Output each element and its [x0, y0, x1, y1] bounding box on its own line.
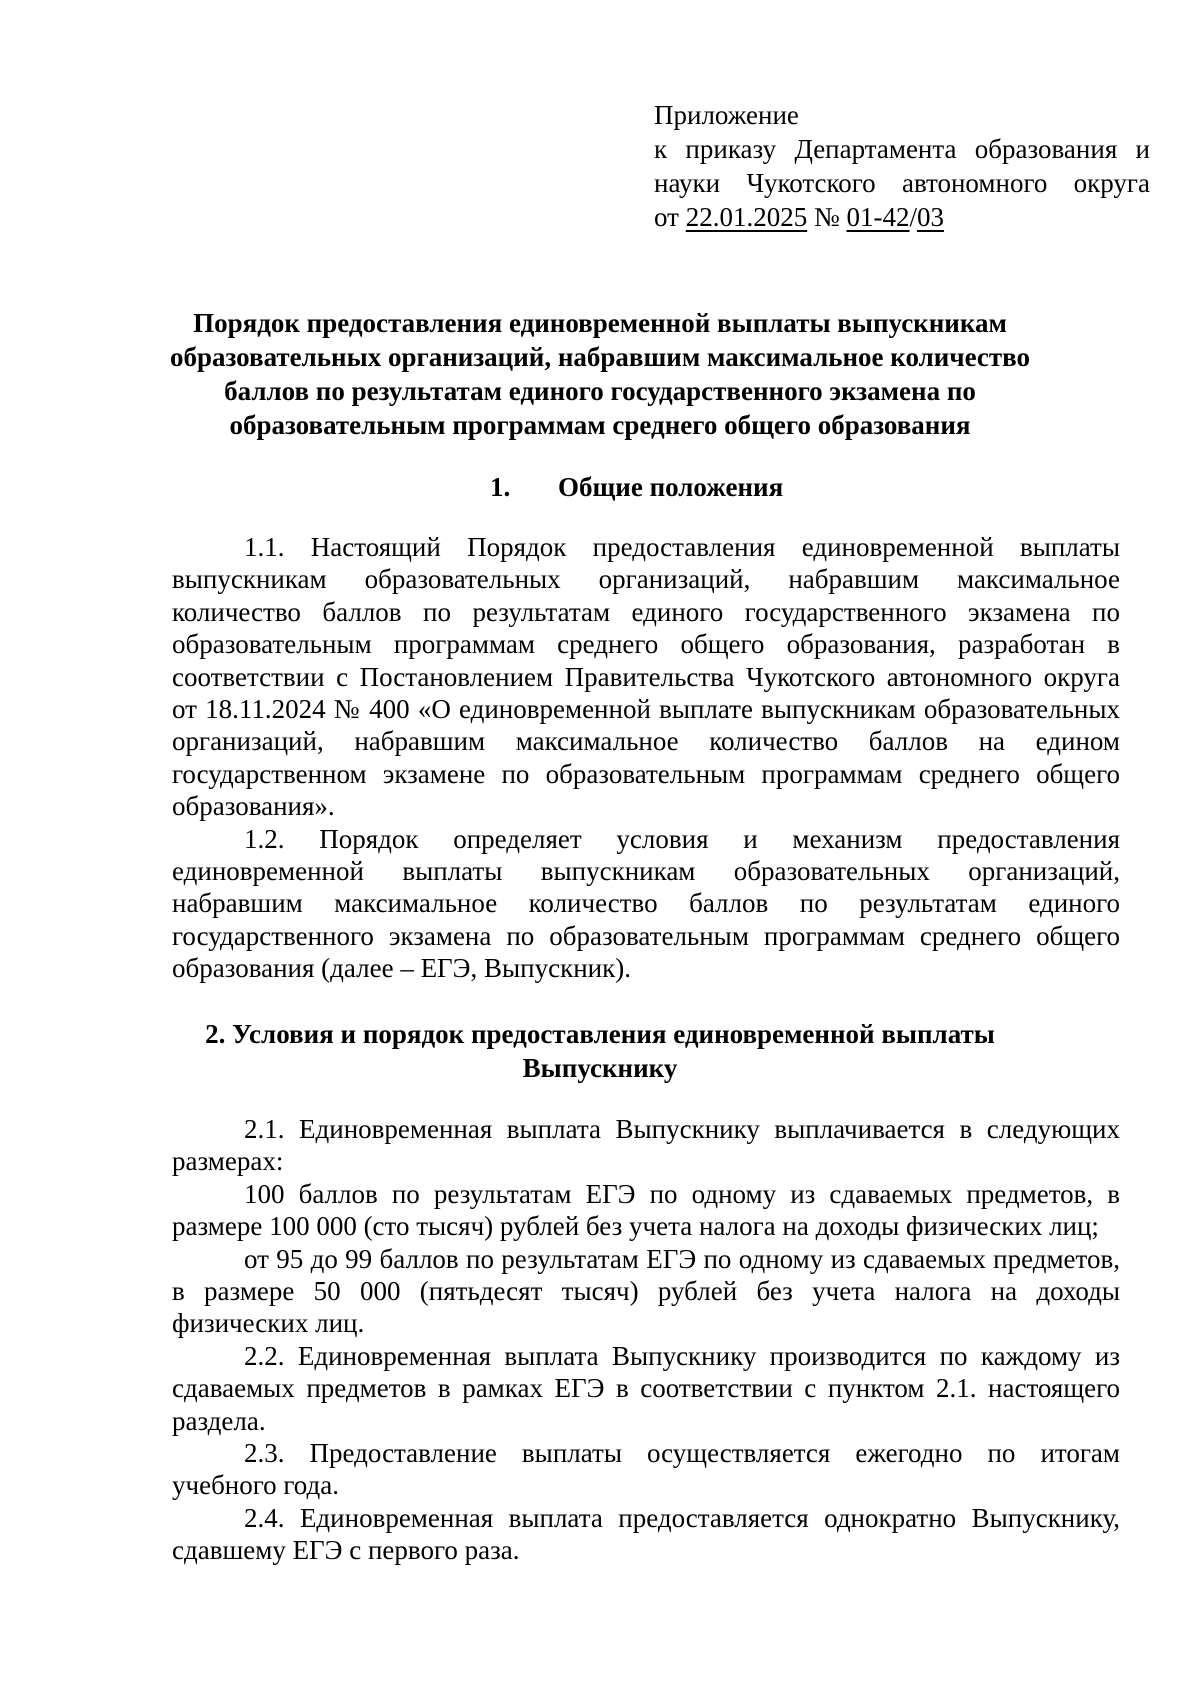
paragraph-2-4: 2.4. Единовременная выплата предоставляется однократно Выпускнику, сдавшему ЕГЭ с первого раза. — [172, 1502, 1120, 1566]
appendix-header — [654, 98, 1150, 234]
appendix-title: Приложение — [654, 100, 799, 130]
section2-heading — [150, 1017, 1050, 1085]
paragraph-2-1-b: от 95 до 99 баллов по результатам ЕГЭ по одному из сдаваемых предметов, в размере 50 000 (пятьдесят тысяч) рублей без учета налога на доходы физических лиц. — [172, 1243, 1120, 1339]
section1-number: 1. — [490, 472, 511, 502]
paragraph-1-2: 1.2. Порядок определяет условия и механизм предоставления единовременной выплаты выпускникам образовательных организаций, набравшим максимальное количество баллов по результатам единого государственного экзамена по образовательным программам среднего общего образования (далее – ЕГЭ, Выпускник). — [172, 823, 1120, 984]
paragraph-2-1-a: 100 баллов по результатам ЕГЭ по одному из сдаваемых предметов, в размере 100 000 (сто тысяч) рублей без учета налога на доходы физических лиц; — [172, 1178, 1120, 1242]
order-number-part1: 01-42 — [846, 202, 910, 232]
paragraph-2-2: 2.2. Единовременная выплата Выпускнику производится по каждому из сдаваемых предметов в рамках ЕГЭ в соответствии с пунктом 2.1. настоящего раздела. — [172, 1340, 1120, 1436]
title-line: Порядок предоставления единовременной выплаты выпускникам — [193, 308, 1007, 338]
title-line: образовательным программам среднего общего образования — [229, 410, 971, 440]
section1-heading-text: Общие положения — [558, 472, 784, 502]
order-number-part2: 03 — [916, 202, 944, 232]
section1-heading — [490, 470, 783, 504]
section2-body — [172, 1113, 1120, 1567]
paragraph-2-1: 2.1. Единовременная выплата Выпускнику выплачивается в следующих размерах: — [172, 1114, 1120, 1177]
section2-heading-line: 2. Условия и порядок предоставления единовременной выплаты — [205, 1019, 995, 1049]
title-line: баллов по результатам единого государственного экзамена по — [224, 376, 976, 406]
appendix-department-line: науки Чукотского автономного округа — [654, 168, 1150, 198]
appendix-order-line: к приказу Департамента образования и — [654, 134, 1150, 164]
document-title — [150, 306, 1050, 442]
number-sign: № — [807, 202, 847, 232]
order-number-slash: / — [909, 202, 917, 232]
section1-body — [172, 531, 1120, 985]
order-date: 22.01.2025 — [685, 202, 808, 232]
paragraph-2-3: 2.3. Предоставление выплаты осуществляется ежегодно по итогам учебного года. — [172, 1438, 1120, 1501]
title-line: образовательных организаций, набравшим максимальное количество — [169, 342, 1031, 372]
appendix-date-line — [654, 200, 1150, 234]
date-prefix: от — [654, 202, 686, 232]
section2-heading-line: Выпускнику — [522, 1053, 678, 1083]
paragraph-1-1: 1.1. Настоящий Порядок предоставления единовременной выплаты выпускникам образовательных организаций, набравшим максимальное количество баллов по результатам единого государственного экзамена по образовательным программам среднего общего образования, разработан в соответствии с Постановлением Правительства Чукотского автономного округа от 18.11.2024 № 400 «О единовременной выплате выпускникам образовательных организаций, набравшим максимальное количество баллов на едином государственном экзамене по образовательным программам среднего общего образования». — [172, 532, 1120, 822]
